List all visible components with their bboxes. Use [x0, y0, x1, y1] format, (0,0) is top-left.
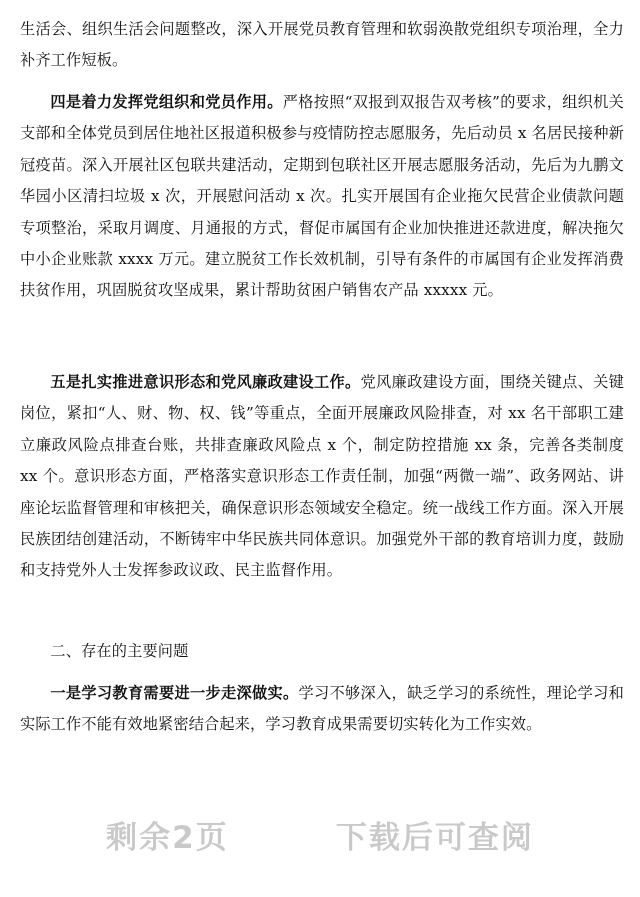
section-heading: [20, 636, 624, 667]
paragraph-problem-one: [20, 678, 624, 741]
section-heading-text: 二、存在的主要问题: [50, 642, 189, 660]
download-hint-label: 下载后可查阅: [335, 820, 534, 856]
paragraph-text: 严格按照“双报到双报告双考核”的要求，组织机关支部和全体党员到居住地社区报道积极参与疫情防控志愿服务，先后动员 x 名居民接种新冠疫苗。深入开展社区包联共建活动，定期到包联社区开展志愿服务活动，先后为九鹏文华园小区清扫垃圾 x 次，开展慰问活动 x 次。扎实开展国有企业拖欠民营企业债款问题专项整治，采取月调度、月通报的方式，督促市属国有企业加快推进还款进度，解决拖欠中小企业账款 xxxx 万元。建立脱贫工作长效机制，引导有条件的市属国有企业发挥消费扶贫作用，巩固脱贫攻坚成果，累计帮助贫困户销售农产品 xxxxx 元。: [20, 93, 624, 300]
download-notice[interactable]: [0, 812, 640, 857]
paragraph-lead: 五是扎实推进意识形态和党风廉政建设工作。: [50, 373, 361, 391]
paragraph-party-role: [20, 87, 624, 307]
remaining-pages-label: 剩余2页: [106, 820, 229, 856]
paragraph-text: 党风廉政建设方面，围绕关键点、关键岗位，紧扣“人、财、物、权、钱”等重点，全面开展廉政风险排查，对 xx 名干部职工建立廉政风险点排查台账，共排查廉政风险点 x 个，制定防控措施 xx 条，完善各类制度 xx 个。意识形态方面，严格落实意识形态工作责任制，加强“两微一端”、政务网站、讲座论坛监督管理和审核把关，确保意识形态领域安全稳定。统一战线工作方面。深入开展民族团结创建活动，不断铸牢中华民族共同体意识。加强党外干部的教育培训力度，鼓励和支持党外人士发挥参政议政、民主监督作用。: [20, 373, 624, 580]
paragraph-continuation: [20, 14, 624, 77]
paragraph-ideology-integrity: [20, 367, 624, 587]
paragraph-lead: 四是着力发挥党组织和党员作用。: [50, 93, 283, 111]
paragraph-lead: 一是学习教育需要进一步走深做实。: [50, 684, 299, 702]
paragraph-text: 学习不够深入，缺乏学习的系统性，理论学习和实际工作不能有效地紧密结合起来，学习教育成果需要切实转化为工作实效。: [20, 684, 624, 734]
paragraph-text: 生活会、组织生活会问题整改，深入开展党员教育管理和软弱涣散党组织专项治理，全力补齐工作短板。: [20, 20, 624, 70]
